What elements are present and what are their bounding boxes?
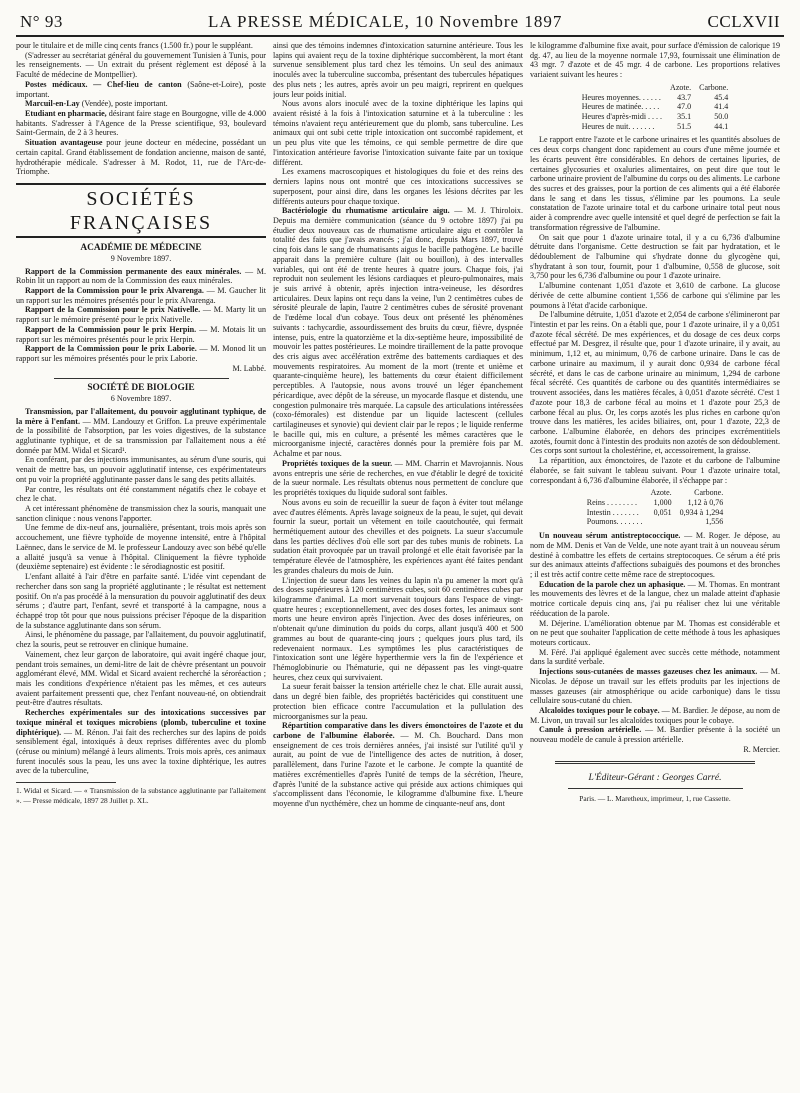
paragraph: L'albumine contenant 1,051 d'azote et 3,610 de carbone. La glucose dérivée de cette albumine contient 1,556 de carbone qui s'élimine par les poumons à l'état d'acide carbonique. (530, 281, 780, 310)
table-row (583, 517, 727, 527)
article-text: — M. Thomas. En montrant les mouvements des lèvres et de la langue, chez un malade atteint d'aphasie motrice corticale depuis cinq ans, j'ai pu réaliser chez lui une véritable rééducation de la parole. (530, 579, 780, 618)
table-row (578, 102, 733, 112)
column-3 (530, 41, 780, 809)
paragraph: Nous avons alors inoculé avec de la toxine diphtérique les lapins qui avaient résisté à la fois à l'intoxication saturnine et à la tuberculine : les témoins n'avaient reçu antérieurement que du plomb, sans tuberculine. Les animaux qui ont subi cette triple intoxication ont succombé rapidement, et un peu plus vite que les témoins, ce qui semble permettre de dire que l'intoxication antérieure favorise l'intoxication suivante faite par un toxique différent. (273, 99, 523, 167)
notice-text: désirant faire stage en Bourgogne, ville de 4.000 habitants. S'adresser à l'Agence de la Presse scientifique, 93, boulevard Saint-Germain, de 2 à 3 heures. (16, 109, 266, 138)
report-heading: Rapport de la Commission pour le prix Laborie. (25, 344, 197, 354)
paragraph: Vainement, chez leur garçon de laboratoire, qui avait ingéré chaque jour, pendant trois semaines, un demi-litre de lait de chèvre présentant un pouvoir agglomérant élevé, MM. Widal et Sicard avaient recherché la séroréaction ; mais les conditions d'expérience n'étaient pas les mêmes, et ces auteurs avaient parfaitement pressenti que, chez l'enfant nouveau-né, on obtiendrait peut-être d'autres résultats. (16, 649, 266, 708)
table-cell: 35.1 (677, 111, 692, 121)
society-title: ACADÉMIE DE MÉDECINE (80, 243, 202, 254)
report-heading: Rapport de la Commission pour le prix Alvarenga. (25, 285, 204, 295)
article-heading: Propriétés toxiques de la sueur. (282, 458, 393, 468)
paragraph: L'injection de sueur dans les veines du lapin n'a pu amener la mort qu'à des doses supérieures à 120 centimètres cubes, soit 60 centimètres cubes par kilogramme d'animal. La mort survenait toujours dans l'espace de vingt-quatre heures ; exceptionnellement, avec des doses fortes, les animaux sont morts une heure environ après l'injection. Avec des doses inférieures, on n'obtenait qu'une diminution du poids du corps, allant jusqu'à 400 et 500 grammes au bout de quarante-cinq jours ; quelques jours plus tard, ils redevenaient normaux. Les symptômes les plus caractéristiques de l'intoxication sont une légère hyperthermie vers la fin de l'expérience et l'hémoglobinurie ou l'hématurie, qui ne dépassent pas les vingt-quatre heures, chez ceux qui survivaient. (273, 575, 523, 682)
report-heading: Rapport de la Commission permanente des eaux minérales. (25, 266, 242, 276)
excretion-table (583, 488, 727, 527)
article-text: — M. Nicolas. Je dépose un travail sur les effets produits par les injections de masses gazeuses (air atmosphérique ou acide carbonique) dans le tissu cellulaire sous-cutané du chien. (530, 667, 780, 706)
table-cell: 0,051 (653, 507, 672, 517)
section-banner (16, 183, 266, 238)
table-cell: 1,000 (653, 497, 672, 507)
paragraph: On sait que pour 1 d'azote urinaire total, il y a cu 6,736 d'albumine détruite dans l'organisme. Cette destruction se fait par hydratation, et le dédoublement de l'albumine qui s'hydrate donne du glycogène qui, s'hydratant à son tour, fournit, pour 1 d'albumine, 0,558 de glucose, soit 3,750 pour les 6,736 d'albumine ou pour 1 d'azote urinaire. (530, 232, 780, 281)
report-heading: Rapport de la Commission pour le prix Herpin. (25, 324, 197, 334)
paragraph: le kilogramme d'albumine fixe avait, pour surface d'émission de calorique 19 dg. 47, au lieu de la moyenne normale 17,93, fournissait une élimination de 43 mgr. 7 d'azote et de 45 mgr. 4 de carbone. Les proportions relatives variaient suivant les heures : (530, 41, 780, 80)
table-header-cell (583, 488, 647, 498)
table-header-cell: Azote. (670, 82, 692, 92)
table-cell: Heures moyennes. . . . . . (581, 92, 661, 102)
printer-line: Paris. — L. Maretheux, imprimeur, 1, rue Cassette. (579, 794, 731, 804)
table-header-cell: Azote. (650, 488, 672, 498)
table-cell: 47.0 (677, 102, 692, 112)
table-cell: 50.0 (714, 111, 729, 121)
report-text: — M. Motais lit un rapport sur les mémoires présentés pour le prix Herpin. (16, 324, 266, 344)
notice-heading: Marcuil-en-Lay (25, 99, 80, 109)
article-heading: Injections sous-cutanées de masses gazeuses chez les animaux. (539, 667, 758, 677)
table-cell: Reins . . . . . . . . (586, 497, 637, 507)
report-text: — M. Marty lit un rapport sur le mémoire présenté pour le prix Nativelle. (16, 305, 266, 325)
table-header-cell: Carbone. (694, 488, 724, 498)
paragraph: En conférant, par des injections immunisantes, au sérum d'une souris, qui venait de mettre bas, un pouvoir agglutinatif intense, ces expérimentateurs ont pu voir la propriété agglutinante passer dans le sang des petits allaités. (16, 455, 266, 484)
academy-reports (16, 267, 266, 364)
section-title: SOCIÉTÉS FRANÇAISES (69, 188, 213, 235)
column-2 (273, 41, 523, 809)
notice-text: pour jeune docteur en médecine, possédant un certain capital. Grand établissement de fondation ancienne, maison de santé, hydrothérapie médicale. S'adresser à M. Rodot, 11, rue de l'Arc-de-Triomphe. (16, 138, 266, 177)
notice-heading: Postes médicaux. — Chef-lieu de canton (25, 79, 182, 89)
column-1 (16, 41, 266, 809)
session-date: 6 Novembre 1897. (110, 394, 172, 404)
hourly-ratio-table (578, 83, 733, 132)
paragraph: La répartition, aux émonctoires, de l'azote et du carbone de l'albumine élaborée, se fait suivant le tableau suivant. Pour 1 d'azote urinaire total, correspondant à 6,736 d'albumine élaborée, il s'échappe par : (530, 456, 780, 485)
notice-heading: Etudiant en pharmacie, (25, 109, 107, 119)
paragraph: pour le titulaire et de mille cinq cents francs (1.500 fr.) pour le suppléant. (16, 41, 253, 50)
report-text: — M. Gaucher lit un rapport sur les mémoires présentés pour le prix Alvarenga. (16, 285, 266, 305)
table-header-cell: Carbone. (699, 82, 729, 92)
paragraph: A cet intéressant phénomène de transmission chez la souris, manquait une sanction clinique : nous venons l'apporter. (16, 504, 266, 523)
paragraph: ainsi que des témoins indemnes d'intoxication saturnine antérieure. Tous les lapins qui avaient reçu de la toxine diphtérique succombèrent, la mort étant survenue sensiblement plus tard chez les témoins. Un seul des animaux inoculés avec la tuberculine succomba, présentant des tubercules hépatiques des plus nets ; les autres, après avoir un peu maigri, reprirent en quelques jours leur poids initial. (273, 41, 523, 99)
table-cell: 51.5 (677, 121, 692, 131)
paragraph: L'enfant allaité à l'air d'être en parfaite santé. L'idée vint cependant de rechercher dans son sang la propriété agglutinante ; le résultat est nettement positif. On n'a pas procédé à la mensuration du pouvoir agglutinatif des deux sérums ; d'autre part, l'enfant, sevré et transporté à la campagne, nous a échappé trop tôt pour que nous puissions préciser l'époque de la disparition de la substance agglutinante dans son sérum. (16, 572, 266, 630)
table-header-row (583, 488, 727, 498)
article-heading: Recherches expérimentales sur des intoxications successives par toxique minéral et toxiques microbiens (plomb, tuberculine et toxine diphtérique). (16, 708, 266, 737)
paragraph: Ainsi, le phénomène du passage, par l'allaitement, du pouvoir agglutinatif, chez la souris, peut se retrouver en clinique humaine. (16, 630, 266, 650)
article-heading: Bactériologie du rhumatisme articulaire aigu. (282, 206, 450, 216)
notice-text: (Vendée), poste important. (81, 99, 168, 109)
report-text: — M. Monod lit un rapport sur les mémoires présentés pour le prix Laborie. (16, 344, 266, 363)
paragraph: M. Déjerine. L'amélioration obtenue par M. Thomas est considérable et on ne peut que souhaiter l'application de cette méthode à tous les aphasiques moteurs corticaux. (530, 618, 780, 647)
table-header-cell (578, 83, 666, 93)
table-cell: Heures de nuit. . . . . . . (581, 121, 655, 131)
session-date: 9 Novembre 1897. (110, 253, 172, 263)
paragraph: Nous avons eu soin de recueillir la sueur de façon à éviter tout mélange avec d'autres éléments. Après lavage soigneux de la peau, le sujet, qui devait fournir la sueur, portait un vêtement en toile caoutchoutée, qui fermait hermétiquement autour des chevilles et des poignets. La sueur s'accumule dans les parties déclives d'où elle sort par des tubes munis de robinets. La sudation était provoquée par un travail prolongé et elle était favorisée par la température élevée de l'atmosphère, les expériences ayant été faites pendant les grandes chaleurs du mois de Juin. (273, 497, 523, 575)
article-text: — M. Rénon. J'ai fait des recherches sur des lapins de poids sensiblement égal, intoxiqués à deux reprises différentes avec du plomb (céruse ou minium) mélangé à leurs aliments. Trois mois après, ces animaux furent inoculés sous la peau, les uns avec la toxine diphtérique, les autres avec de la tuberculine, (16, 727, 266, 776)
header-rule (16, 35, 784, 37)
table-row (578, 93, 733, 103)
paragraph: De l'albumine détruite, 1,051 d'azote et 2,054 de carbone s'élimineront par l'intestin et par les reins. On a établi que, pour 1 d'azote urinaire, il y a 0,051 d'azote fécal sécrété. De mes expériences, et du dosage de ces deux corps effectué par M. Desgrez, il résulte que, pour 1 d'azote urinaire, il y avait, au minimum, 1,12 et, au minimum, 0,76 de carbone urinaire. Dans le cas de carbone urinaire au maximum, il y aurait donc 0,934 de carbone fécal sécrété, et dans le cas de carbone urinaire au minimum, 1,294 de carbone fécal sécrété. Ces quantités de carbone ou des quantités intermédiaires se trouvent associées, dans les matières fécales, à 0,051 d'azote sécrété. C'est 1 d'azote pour 18,3 de carbone fécal au moins et 1 d'azote pour 25,3 de carbone fécal au plus. Or, les corps azotés les plus riches en carbone qu'on trouve dans les matières, les acides biliaires, ont, pour 1 d'azote, 22,3 de carbone. L'albumine élaborée, en dehors des principes excrémentitiels azotés, fournit donc à l'intestin des produits non azotés de son dédoublement. Ces corps sont surtout la cholestérine, et, accessoirement, la graisse. (530, 310, 780, 456)
article-text: — M. J. Thiroloix. Depuis ma dernière communication (séance du 9 octobre 1897) j'ai pu étudier deux nouveaux cas de rhumatisme articulaire aigu et contrôler la totalité des faits que j'avais avancés ; j'ai donc, depuis Mars 1897, trouvé cinq fois dans le sang de rhumatisants aigus le bacille pathogène. Le bacille apparait dans la première culture (lait ou bouillon), à des intervalles variables, qui ont été de trente heures à quatre jours. Chaque fois, j'ai reproduit non seulement les lésions cardiaques et pleuro-pulmonaires, mais je suis arrivé à obtenir, après injection intra-veineuse, les désordres articulaires. Deux lapins ont reçu dans la veine, l'un 2 centimètres cubes de sérosité pleurale de lapin, l'autre 2 centimètres cubes de sérosité provenant de l'œdème local d'un cobaye. Tous deux ont présenté les phénomènes suivants : tachycardie, assourdissement des bruits du cœur, fièvre, dyspnée intense, puis, entre la quatorzième et la dix-septième heure, impossibilité de mouvoir les pattes postérieures. Le moindre tiraillement de la patte provoque des cris aigus avec accélération extrême des battements cardiaques et des mouvements respiratoires. Au moment de la mort (trente et unième et quarante-cinquième heure), les battements du cœur étaient difficilement perceptibles. A l'autopsie, nous avons trouvé un léger épanchement péricardique, avec dépôt de la séreuse, un myocarde flasque et distendu, une congestion pulmonaire très marquée. La capsule des articulations intéressées (coxo-fémorales) est distendue par un liquide lactescent (cellules cartilagineuses et synovie) qui devient clair par le repos ; le liquide renferme le bacille qui, mis en culture, a présenté les mêmes caractères que le microorganisme injecté, caractères donnés pour la première fois par M. Achalme et par nous. (273, 206, 523, 459)
table-cell: Heures de matinée. . . . . (581, 102, 660, 112)
signature: R. Mercier. (743, 744, 780, 754)
article-heading: Canule à pression artérielle. (539, 725, 642, 735)
table-cell: 0,934 à 1,294 (679, 507, 724, 517)
paragraph: Les examens macroscopiques et histologiques du foie et des reins des derniers lapins nous ont montré que ces intoxications successives se superposent, pour ainsi dire, dans les organes les lésions décrites par les différents auteurs pour chaque toxique. (273, 167, 523, 206)
table-row (583, 508, 727, 518)
article-heading: Répartition comparative dans les divers émonctoires de l'azote et du carbone de l'albumine élaborée. (273, 721, 523, 741)
table-row (583, 498, 727, 508)
paragraph: Par contre, les résultats ont été constamment négatifs chez le cobaye et chez le chat. (16, 484, 266, 504)
paragraph: La sueur ferait baisser la tension artérielle chez le chat. Elle aurait aussi, dans un degré bien faible, des propriétés bactéricides qui constituent une protection bien efficace contre l'accumulation et la pullulation des microorganismes sur la peau. (273, 682, 523, 721)
article-text: — M. Bardier. Je dépose, au nom de M. Livon, un travail sur les alcaloïdes toxiques pour le cobaye. (530, 706, 780, 725)
paragraph: Le rapport entre l'azote et le carbone urinaires et les quantités absolues de ces deux corps changent donc rapidement au cours d'une même journée et les écarts peuvent être considérables. En dehors de certaines lipuries, de certaines glycosuries et oxaluries alimentaires, on peut dire que tout le carbone urinaire provient de l'albumine du corps ou des aliments. Le carbone des sucres et des graisses, pour la portion de ces aliments qui a été élaborée dans le sang et dans les tissus, s'élimine par les poumons. La seule constatation de l'azote urinaire total et du carbone urinaire total peut nous aider à comprendre avec quelle intensité et quel degré de perfection se fait la transformation régressive de l'albumine. (530, 135, 780, 232)
divider (54, 378, 229, 379)
signature: M. Labbé. (232, 363, 266, 373)
table-row (578, 112, 733, 122)
article-heading: Education de la parole chez un aphasique. (539, 579, 686, 589)
closing-rule (555, 761, 755, 764)
table-cell: Intestin . . . . . . . (586, 507, 639, 517)
page-number: CCLXVII (707, 12, 780, 31)
article-heading: Alcaloïdes toxiques pour le cobaye. (539, 706, 660, 716)
report-text: — M. Robin lit un rapport au nom de la Commission des eaux minérales. (16, 266, 266, 286)
table-cell (647, 517, 676, 527)
notice-text: (Saône-et-Loire), poste important. (16, 79, 266, 99)
table-cell: Poumons. . . . . . . (586, 517, 643, 527)
article-text: — MM. Charrin et Mavrojannis. Nous avons entrepris une série de recherches, en vue d'établir le degré de toxicité de la sueur normale. Les résultats obtenus nous permettent de conclure que les propriétés toxiques du liquide sudoral sont faibles. (273, 458, 523, 498)
paragraph: M. Féré. J'ai appliqué également avec succès cette méthode, notamment dans la surdité verbale. (530, 647, 780, 667)
table-header-row (578, 83, 733, 93)
society-title: SOCIÉTÉ DE BIOLOGIE (87, 383, 195, 394)
footnote: 1. Widal et Sicard. — « Transmission de la substance agglutinante par l'allaitement ». — Presse médicale, 1897 28 Juillet p. XL. (16, 786, 266, 805)
notice-heading: Situation avantageuse (25, 138, 103, 148)
table-cell: Heures d'après-midi . . . . (581, 111, 663, 121)
running-header (16, 12, 784, 32)
footnote-rule (16, 782, 116, 783)
journal-title: LA PRESSE MÉDICALE, 10 Novembre 1897 (208, 12, 563, 31)
paragraph: (S'adresser au secrétariat général du gouvernement Tunisien à Tunis, pour les renseignements. — Un extrait du présent règlement est déposé à la Faculté de médecine de Montpellier). (16, 50, 266, 80)
table-cell: 1,556 (705, 517, 724, 527)
divider (568, 788, 743, 789)
table-cell: 41.4 (714, 102, 729, 112)
article-text: — MM. Landouzy et Griffon. La preuve expérimentale de la possibilité de l'absorption, par les voies digestives, de la substance agglutinante typhique, et de sa transmission par l'allaitement nous a été donnée par MM. Widal et Sicard¹. (16, 416, 266, 455)
article-text: — M. Bardier présente à la société un nouveau modèle de canule à pression artérielle. (530, 725, 780, 745)
table-row (578, 122, 733, 132)
table-cell: 43.7 (677, 92, 692, 102)
issue-number: N° 93 (20, 12, 63, 31)
article-text: — M. Roger. Je dépose, au nom de MM. Denis et Van de Velde, une note ayant trait à un nouveau sérum destiné à combattre les effets de certains streptocoques. Ce sérum a été pris sur des animaux atteints d'affections subaiguës des poumons et des bronches ; il est très actif contre cette même race de streptocoques. (530, 531, 780, 579)
article-heading: Transmission, par l'allaitement, du pouvoir agglutinant typhique, de la mère à l'enfant. (16, 406, 266, 426)
table-cell: 44.1 (714, 121, 729, 131)
paragraph: Une femme de dix-neuf ans, journalière, présentant, trois mois après son accouchement, une fièvre typhoïde de moyenne intensité, entre à l'hôpital Laënnec, dans le service de M. le professeur Landouzy avec son bébé qu'elle a allaité jusqu'à sa venue à l'hôpital. Cliniquement la fièvre typhoïde (deuxième septenaire) est évidente : le sérodiagnostic est positif. (16, 523, 266, 572)
table-cell: 1,12 à 0,76 (687, 497, 724, 507)
columns (16, 41, 784, 809)
article-text: — M. Ch. Bouchard. Dans mon enseignement de ces trois dernières années, j'ai insisté sur l'utilité qu'il y aurait, au point de vue de l'intelligence des actes de nutrition, à doser, parallèlement, dans l'urine l'azote et le carbone. Je compte la quantité de matières excrémentielles d'après l'unité de temps de la sécrétion, l'heure, d'après l'unité de la substance active qui préside aux actions chimiques qui s'accomplissent dans l'économie, le kilogramme d'albumine fixe. L'heure moyenne d'un nycthémère, chez un homme de cinquante-neuf ans, dont (273, 731, 523, 809)
editor-line: L'Éditeur-Gérant : Georges Carré. (588, 772, 722, 783)
report-heading: Rapport de la Commission pour le prix Nativelle. (25, 305, 201, 315)
table-cell: 45.4 (714, 92, 729, 102)
article-heading: Un nouveau sérum antistreptococcique. (539, 531, 681, 541)
